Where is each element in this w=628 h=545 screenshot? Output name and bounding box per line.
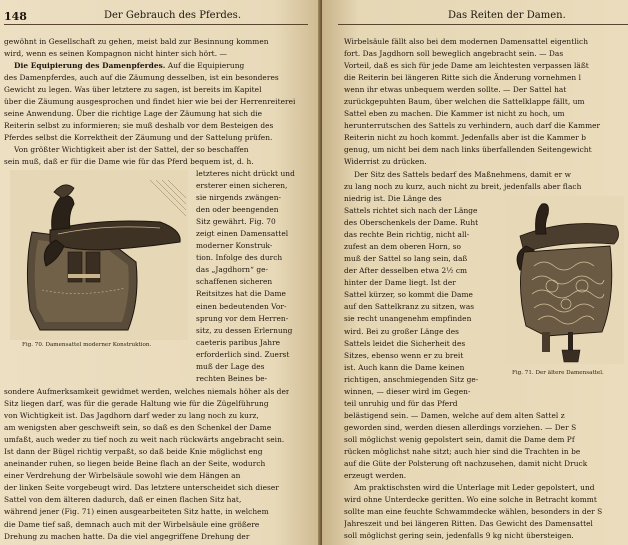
text-line: Sitzes, ebenso wenn er zu breit (344, 350, 464, 360)
text-line: wird, wenn es seinen Kompagnon nicht hinter sich hört. — (4, 49, 227, 59)
header-rule (338, 24, 628, 25)
text-line: Der Sitz des Sattels bedarf des Maßnehmens, damit er w (354, 169, 572, 179)
figure-71-caption: Fig. 71. Der ältere Damensattel. (512, 370, 604, 376)
text-line: teil unruhig und für das Pferd (344, 398, 458, 408)
text-line: des Oberschenkels der Dame. Ruht (344, 218, 479, 228)
text-line: wenn ihr etwas unbequem werden sollte. — Der Sattel hat (344, 85, 567, 95)
text-line: sein muß, daß er für die Dame wie für das Pferd bequem ist, d. h. (4, 157, 254, 167)
text-line: tion. Infolge des durch (196, 253, 283, 263)
text-line: Drehung zu machen hatte. Da die viel angegriffene Drehung der (4, 531, 250, 541)
text-line: Reitsitzes hat die Dame (196, 289, 286, 299)
text-line: Wirbelsäule fällt also bei dem modernen Damensattel eigentlich (344, 37, 589, 46)
text-line: Sattel eben zu machen. Die Kammer ist nicht zu hoch, um (344, 109, 565, 119)
text-line: sprung vor dem Herren- (196, 313, 289, 323)
text-line: einen bedeutenden Vor- (196, 301, 287, 311)
header-rule (4, 24, 308, 25)
text-line: fort. Das Jagdhorn soll beweglich angebracht sein. — Das (344, 49, 564, 59)
text-line: einer Verdrehung der Wirbelsäule sowohl wie dem Hängen an (4, 471, 241, 481)
text-line: sondere Aufmerksamkeit gewidmet werden, welches niemals höher als der (4, 387, 290, 396)
text-line: Sitz gewährt. Fig. 70 (196, 217, 276, 227)
text-line: genug, um nicht bei dem nach links überfallenden Seitengewicht (344, 145, 592, 155)
text-line: zu lang noch zu kurz, auch nicht zu breit, jedenfalls aber flach (344, 181, 582, 191)
text-line: belästigend sein. — Damen, welche auf dem alten Sattel z (344, 411, 565, 420)
text-line: sie nirgends zwängen- (196, 193, 282, 203)
text-line: soll möglichst wenig gepolstert sein, damit die Dame dem Pf (344, 435, 575, 445)
running-head-right: Das Reiten der Damen. (448, 10, 566, 21)
text-line: Vorteil, daß es sich für jede Dame am leichtesten verpassen läßt (344, 61, 589, 71)
text-line: zufest an dem oberen Horn, so (344, 242, 462, 252)
right-bottom-text (344, 410, 602, 543)
text-line: Jahreszeit und bei längeren Ritten. Das Gewicht des Damensattel (344, 519, 593, 529)
text-line: Von größter Wichtigkeit aber ist der Sattel, der so beschaffen (14, 145, 249, 155)
section-heading: Die Equipierung des Damenpferdes. Auf die Equipierung (14, 61, 245, 70)
text-line: Sitz liegen darf, was für die gerade Haltung wie für die Zügelführung (4, 399, 269, 409)
text-line: von Wichtigkeit ist. Das Jagdhorn darf weder zu lang noch zu kurz, (4, 411, 259, 421)
text-line: Sattel von dem älteren dadurch, daß er einen flachen Sitz hat, (4, 495, 242, 505)
text-line: Ist dann der Bügel richtig verpaßt, so daß beide Knie möglichst eng (4, 447, 263, 457)
text-line: zurückgepuhten Baum, über welchen die Sattelklappe fällt, um (344, 97, 585, 107)
section-heading-rest: Auf die Equipierung (165, 61, 245, 70)
text-line: des Damenpferdes, auch auf die Zäumung desselben, ist ein besonderes (4, 73, 279, 83)
text-line: der After desselben etwa 2½ cm (344, 266, 468, 276)
text-line: winnen, — dieser wird im Gegen- (344, 386, 471, 396)
left-figure-side-text (196, 168, 295, 385)
text-line: sitz, zu dessen Erlernung (196, 325, 293, 335)
text-line: moderner Konstruk- (196, 241, 273, 251)
text-line: zeigt einen Damensattel (196, 229, 289, 239)
text-line: auf die Güte der Polsterung oft nachzusehen, damit nicht Druck (344, 459, 588, 469)
text-line: am wenigsten aber geschweift sein, so daß es den Schenkel der Dame (4, 423, 272, 433)
text-line: sie recht unangenehm empfinden (344, 314, 472, 324)
text-line: Sattels richtet sich nach der Länge (344, 206, 478, 216)
text-line: seine Anwendung. Über die richtige Lage der Zäumung hat sich die (4, 109, 263, 119)
text-line: Reiterin nicht zu hoch kommt. Jedenfalls aber ist die Kammer b (344, 133, 586, 143)
text-line: das rechte Bein richtig, nicht all- (344, 230, 470, 240)
text-line: wird ohne Unterdecke geritten. Wo eine solche in Betracht kommt (344, 495, 597, 505)
text-line: Sattels leidet die Sicherheit des (344, 338, 466, 348)
text-line: Widerrist zu drücken. (344, 157, 427, 167)
text-line: über die Zäumung ausgesprochen und findet hier wie bei der Herrenreiterei (4, 97, 296, 107)
text-line: hinter der Dame liegt. Ist der (344, 278, 456, 288)
text-line: die Dame tief saß, demnach auch mit der Wirbelsäule eine größere (4, 519, 260, 529)
text-line: rücken möglichst nahe sitzt; auch hier sind die Trachten in be (344, 447, 581, 457)
text-line: erforderlich sind. Zuerst (196, 349, 290, 359)
running-head-left: Der Gebrauch des Pferdes. (104, 10, 241, 21)
left-bottom-text (4, 386, 289, 543)
text-line: auf den Sattelkranz zu sitzen, was (344, 302, 475, 312)
right-page (322, 0, 628, 545)
text-line: caeteris paribus Jahre (196, 337, 281, 347)
text-line: während jener (Fig. 71) einen ausgearbeiteten Sitz hatte, in welchem (4, 507, 269, 517)
text-line: muß der Sattel so lang sein, daß (344, 254, 468, 264)
text-line: gewöhnt in Gesellschaft zu gehen, meist bald zur Besinnung kommen (4, 37, 269, 46)
text-line: der linken Seite vorgebeugt wird. Das letztere unterscheidet sich dieser (4, 483, 279, 493)
text-line: erzeugt werden. (344, 471, 407, 481)
text-line: letzteres nicht drückt und (196, 169, 295, 178)
figure-70-caption: Fig. 70. Damensattel moderner Konstruktion. (22, 342, 152, 348)
text-line: sollte man eine feuchte Schwammdecke wählen, besonders in der S (344, 507, 603, 517)
figure-71-saddle (506, 196, 624, 364)
text-line: soll möglichst gering sein, jedenfalls 9 kg nicht übersteigen. (344, 531, 574, 541)
text-line: herunterrutschen des Sattels zu verhindern, auch darf die Kammer (344, 121, 601, 131)
text-line: rechten Beines be- (196, 373, 268, 383)
text-line: wird. Bei zu großer Länge des (344, 326, 459, 336)
text-line: Reiterin selbst zu informieren; sie muß deshalb vor dem Besteigen des (4, 121, 274, 131)
text-line: aneinander ruhen, so liegen beide Beine flach an der Seite, wodurch (4, 459, 266, 469)
text-line: Am praktischsten wird die Unterlage mit Leder gepolstert, und (354, 483, 595, 493)
text-line: muß der Lage des (196, 361, 265, 371)
text-line: richtigen, anschmiegenden Sitz ge- (344, 374, 479, 384)
figure-70-saddle (10, 170, 188, 340)
text-line: die Reiterin bei längeren Ritte sich die Änderung vornehmen l (344, 73, 582, 83)
right-figure-side-text (344, 193, 478, 410)
left-top-text (4, 36, 269, 60)
text-line: Sattel kürzer, so kommt die Dame (344, 290, 473, 300)
text-line: niedrig ist. Die Länge des (344, 194, 442, 203)
page-number: 148 (4, 10, 27, 23)
text-line: ist. Auch kann die Dame keinen (344, 362, 465, 372)
text-line: Gewicht zu legen. Was über letztere zu sagen, ist bereits im Kapitel (4, 85, 262, 95)
right-top-text (344, 36, 600, 193)
text-line: geworden sind, werden diesen allerdings vorziehen. — Der S (344, 423, 577, 433)
text-line: schaffenen sicheren (196, 277, 273, 287)
text-line: Pferdes selbst die Korrektheit der Zäumung und der Sattelung prüfen. (4, 133, 273, 143)
text-line: den oder beengenden (196, 205, 279, 215)
text-line: das „Jagdhorn“ ge- (196, 265, 269, 275)
left-section-text (4, 60, 295, 168)
text-line: ersterer einen sicheren, (196, 181, 288, 191)
text-line: umfaßt, auch weder zu tief noch zu weit nach rückwärts angebracht sein. (4, 435, 285, 445)
